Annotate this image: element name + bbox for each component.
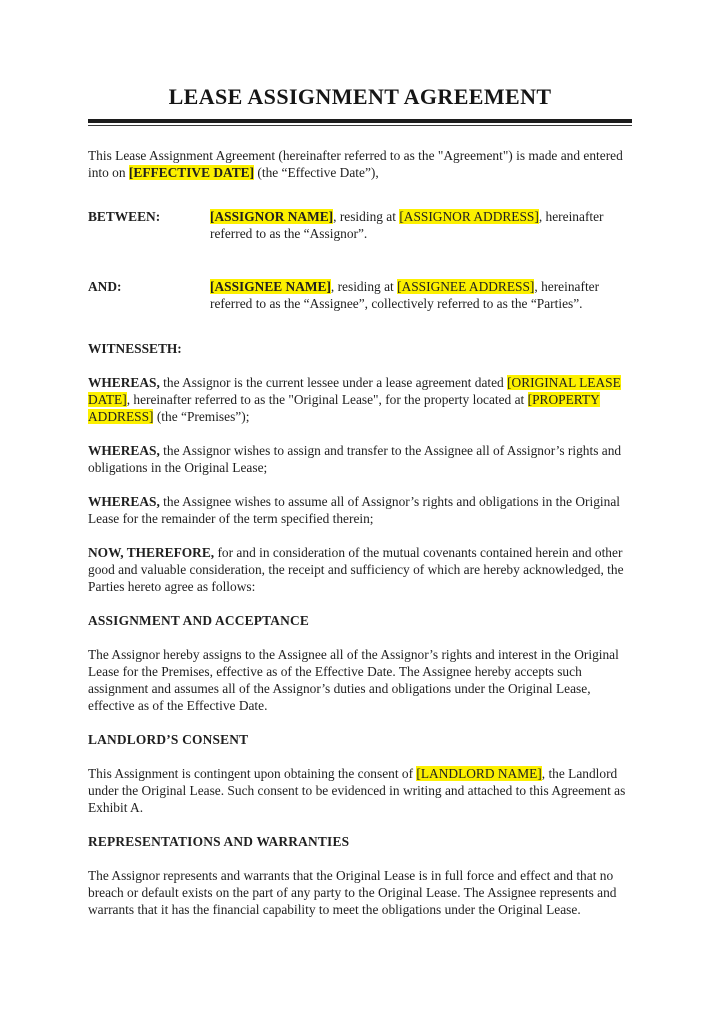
section-body-assignment bbox=[88, 646, 632, 714]
placeholder-highlight: [EFFECTIVE DATE] bbox=[128, 165, 255, 180]
intro-paragraph bbox=[88, 147, 632, 181]
text-run: The Assignor hereby assigns to the Assignee all of the Assignor’s rights and interest in the Original Lease for the Premises, effective as of the Effective Date. The Assignee hereby accepts such assignment and assumes all of the Assignor’s duties and obligations under the Original Lease, effective as of the Effective Date. bbox=[88, 647, 619, 713]
text-run: , the Landlord under the Original Lease. Such consent to be evidenced in writing and attached to this Agreement as Exhibit A. bbox=[88, 766, 626, 815]
text-run: the Assignor is the current lessee under a lease agreement dated bbox=[159, 375, 508, 390]
placeholder-highlight: [ORIGINAL LEASE DATE] bbox=[88, 375, 621, 407]
text-run: NOW, THEREFORE, bbox=[88, 545, 215, 560]
text-run: the Assignor wishes to assign and transfer to the Assignee all of Assignor’s rights and obligations in the Original Lease; bbox=[88, 443, 622, 475]
party-block-between bbox=[88, 208, 632, 242]
section-body-landlords-consent bbox=[88, 765, 632, 816]
section-heading-representations: REPRESENTATIONS AND WARRANTIES bbox=[88, 834, 350, 849]
text-run: This Lease Assignment Agreement (hereinafter referred to as the "Agreement") is made and entered into on bbox=[88, 148, 623, 180]
party-text-assignee bbox=[210, 278, 632, 312]
text-run: WHEREAS, bbox=[88, 494, 160, 509]
witnesseth-heading: WITNESSETH: bbox=[88, 341, 182, 356]
placeholder-highlight: [PROPERTY ADDRESS] bbox=[88, 392, 600, 424]
placeholder-highlight: [ASSIGNEE ADDRESS] bbox=[397, 279, 535, 294]
text-run: for and in consideration of the mutual covenants contained herein and other good and valuable consideration, the receipt and sufficiency of which are hereby acknowledged, the Parties hereto agree as follows: bbox=[88, 545, 624, 594]
party-label-between: BETWEEN: bbox=[88, 209, 161, 224]
text-run: , residing at bbox=[330, 279, 398, 294]
placeholder-highlight: [ASSIGNOR NAME] bbox=[210, 209, 334, 224]
text-run: The Assignor represents and warrants that the Original Lease is in full force and effect and that no breach or default exists on the part of any party to the Original Lease. The Assignee represents and warrants that it has the financial capability to meet the obligations under the Original Lease. bbox=[88, 868, 617, 917]
text-run: , hereinafter referred to as the “Assignee”, collectively referred to as the “Parties”. bbox=[210, 279, 600, 311]
section-heading-assignment: ASSIGNMENT AND ACCEPTANCE bbox=[88, 613, 310, 628]
party-block-and bbox=[88, 278, 632, 312]
text-run: WHEREAS, bbox=[88, 443, 160, 458]
placeholder-highlight: [LANDLORD NAME] bbox=[416, 766, 542, 781]
party-label-and: AND: bbox=[88, 279, 122, 294]
text-run: the Assignee wishes to assume all of Assignor’s rights and obligations in the Original Lease for the remainder of the term specified therein; bbox=[88, 494, 621, 526]
recital-paragraph bbox=[88, 493, 632, 527]
section-body-representations bbox=[88, 867, 632, 918]
text-run: , hereinafter referred to as the “Assignor”. bbox=[210, 209, 604, 241]
placeholder-highlight: [ASSIGNOR ADDRESS] bbox=[399, 209, 539, 224]
placeholder-highlight: [ASSIGNEE NAME] bbox=[210, 279, 331, 294]
party-text-assignor bbox=[210, 208, 632, 242]
text-run: This Assignment is contingent upon obtaining the consent of bbox=[88, 766, 417, 781]
text-run: (the “Premises”); bbox=[153, 409, 250, 424]
now-therefore-paragraph bbox=[88, 544, 632, 595]
text-run: WHEREAS, bbox=[88, 375, 160, 390]
text-run: , hereinafter referred to as the "Original Lease", for the property located at bbox=[126, 392, 528, 407]
recital-paragraph bbox=[88, 374, 632, 425]
section-heading-landlords-consent: LANDLORD’S CONSENT bbox=[88, 732, 249, 747]
document-title: LEASE ASSIGNMENT AGREEMENT bbox=[168, 84, 552, 109]
recital-paragraph bbox=[88, 442, 632, 476]
text-run: (the “Effective Date”), bbox=[254, 165, 379, 180]
text-run: , residing at bbox=[333, 209, 400, 224]
title-divider bbox=[88, 119, 632, 126]
